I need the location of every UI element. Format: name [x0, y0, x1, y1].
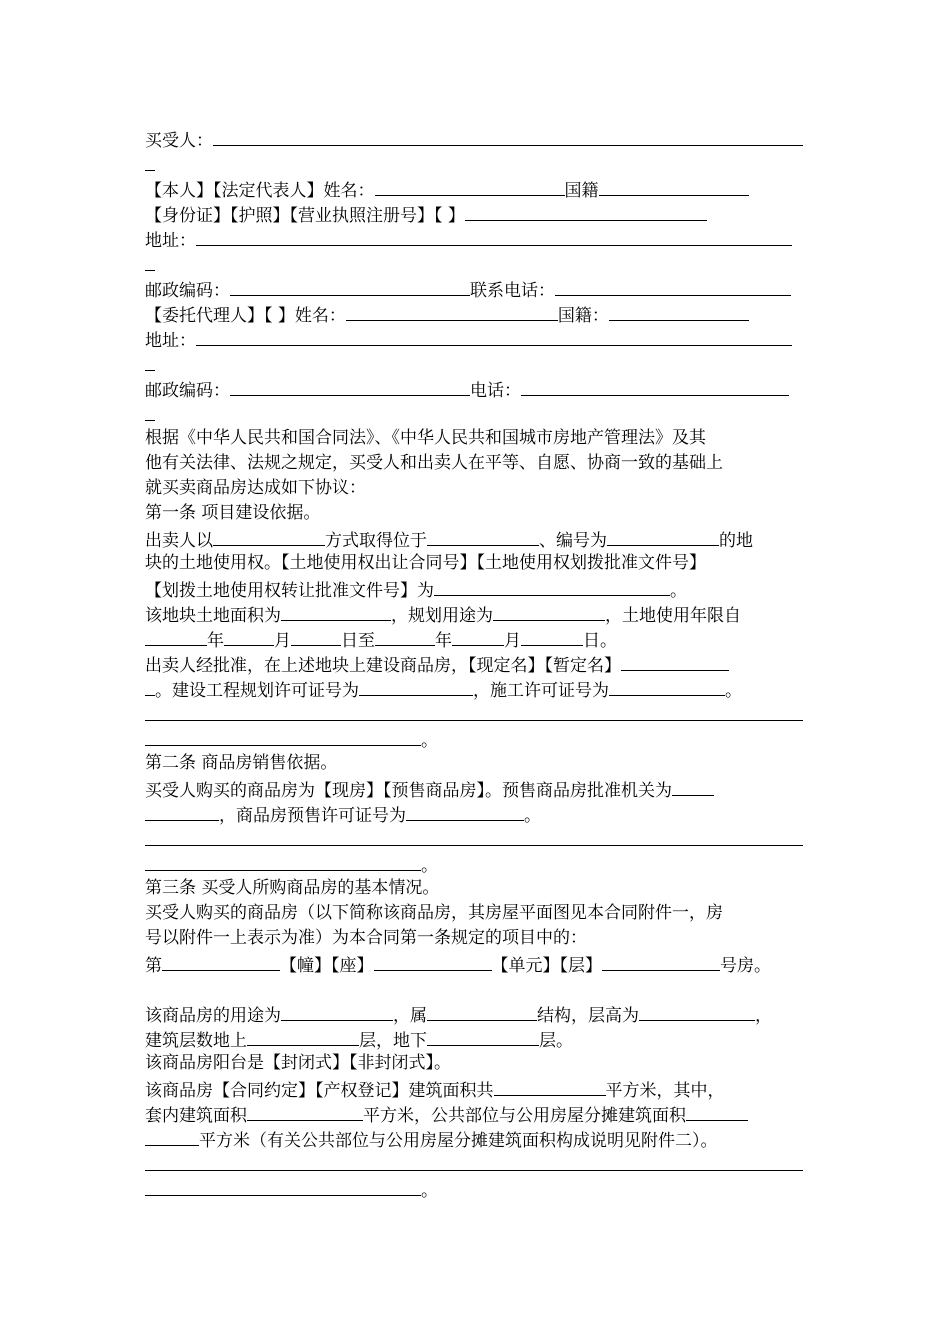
article-2-line-2: ，商品房预售许可证号为 。	[145, 801, 810, 825]
agent-line: 【委托代理人】【 】姓名： 国籍：	[145, 301, 810, 325]
agent-address-blank[interactable]	[196, 326, 792, 346]
buyer-blank[interactable]	[213, 126, 803, 146]
article-3-line-5: 建筑层数地上 层，地下 层。	[145, 1026, 810, 1050]
postcode-blank[interactable]	[230, 276, 470, 296]
article-3-line-2: 号以附件一上表示为准）为本合同第一条规定的项目中的：	[145, 928, 587, 948]
article-3-line-3: 第 【幢】【座】 【单元】【层】 号房。	[145, 951, 810, 975]
article-1-line-6: 出卖人经批准，在上述地块上建设商品房，【现定名】【暂定名】	[145, 651, 810, 675]
agent-name-blank[interactable]	[346, 301, 558, 321]
postcode-phone-line: 邮政编码： 联系电话：	[145, 276, 810, 300]
buyer-line-cont	[145, 151, 810, 175]
id-number-blank[interactable]	[465, 201, 707, 221]
agent-phone-blank[interactable]	[521, 376, 789, 396]
phone-blank[interactable]	[555, 276, 791, 296]
article-1-line-5: 年 月 日至 年 月 日。	[145, 626, 810, 650]
representative-line: 【本人】【法定代表人】姓名： 国籍	[145, 176, 810, 200]
nationality-blank[interactable]	[599, 176, 749, 196]
article-1-line-2: 块的土地使用权。【土地使用权出让合同号】【土地使用权划拨批准文件号】	[145, 553, 706, 573]
preamble-2: 他有关法律、法规之规定，买受人和出卖人在平等、自愿、协商一致的基础上	[145, 453, 723, 473]
article-3-line-8: 套内建筑面积 平方米，公共部位与公用房屋分摊建筑面积	[145, 1101, 810, 1125]
preamble-3: 就买卖商品房达成如下协议：	[145, 478, 366, 498]
article-1-line-3: 【划拨土地使用权转让批准文件号】为 。	[145, 576, 810, 600]
address-blank[interactable]	[196, 226, 792, 246]
preamble-1: 根据《中华人民共和国合同法》、《中华人民共和国城市房地产管理法》及其	[145, 428, 706, 448]
name-blank[interactable]	[375, 176, 565, 196]
article-3-line-1: 买受人购买的商品房（以下简称该商品房，其房屋平面图见本合同附件一，房	[145, 903, 723, 923]
article-1-line-4: 该地块土地面积为 ，规划用途为 ，土地使用年限自	[145, 601, 810, 625]
address-line: 地址：	[145, 226, 810, 250]
article-2-heading: 第二条 商品房销售依据。	[145, 753, 338, 773]
agent-nationality-blank[interactable]	[609, 301, 749, 321]
agent-postcode-phone-line: 邮政编码： 电话：	[145, 376, 810, 400]
article-1-line-7: 。建设工程规划许可证号为 ，施工许可证号为 。	[145, 676, 810, 700]
agent-address-line: 地址：	[145, 326, 810, 350]
article-3-line-4: 该商品房的用途为 ，属 结构，层高为 ，	[145, 1001, 810, 1025]
article-1-heading: 第一条 项目建设依据。	[145, 503, 321, 523]
article-3-line-6: 该商品房阳台是【封闭式】【非封闭式】。	[145, 1053, 451, 1073]
article-3-heading: 第三条 买受人所购商品房的基本情况。	[145, 878, 440, 898]
agent-postcode-blank[interactable]	[230, 376, 470, 396]
article-3-line-9: 平方米（有关公共部位与公用房屋分摊建筑面积构成说明见附件二）。	[145, 1126, 810, 1150]
article-3-line-7: 该商品房【合同约定】【产权登记】建筑面积共 平方米，其中，	[145, 1076, 810, 1100]
buyer-line: 买受人：	[145, 126, 810, 150]
id-type-line: 【身份证】【护照】【营业执照注册号】【 】	[145, 201, 810, 225]
contract-page: 买受人： 【本人】【法定代表人】姓名： 国籍 【身份证】【护照】【营业执照注册号】【 】 地址： 邮政编码： 联系电话： 【委托代理人】【 】姓名： 国籍： 地址： 邮政编码： 电话： 根据《中华人民共和国合同法》、《中华人民共和国城市房地产管理法》及其 他有关法律、法规之规定，买受人和出卖人在平等、自愿、协商一致的基础上 就买卖商品房达成如下协议： 第一条 项目建设依据。 出卖人以 方式取得位于 、编号为 的地 块的土地使用权。【土地使用权出让合同号】【土地使用权划拨批准文件号】 【划拨土地使用权转让批准文件号】为 。 该地块土地面积为 ，规划用途为 ，土地使用年限自 年 月 日至 年 月 日。 出卖人经批准，在上述地块上建设商品房，【现定名】【暂定名】 。建设工程规划许可证号为 ，施工许可证号为 。 。 第二条 商品房销售依据。 买受人购买的商品房为【现房】【预售商品房】。预售商品房批准机关为 ，商品房预售许可证号为 。 。 第三条 买受人所购商品房的基本情况。 买受人购买的商品房（以下简称该商品房，其房屋平面图见本合同附件一，房 号以附件一上表示为准）为本合同第一条规定的项目中的： 第 【幢】【座】 【单元】【层】 号房。 该商品房的用途为 ，属 结构，层高为 ， 建筑层数地上 层，地下 层。 该商品房阳台是【封闭式】【非封闭式】。 该商品房【合同约定】【产权登记】建筑面积共 平方米，其中， 套内建筑面积 平方米，公共部位与公用房屋分摊建筑面积 平方米（有关公共部位与公用房屋分摊建筑面积构成说明见附件二）。 。	[0, 0, 950, 1344]
article-1-line-1: 出卖人以 方式取得位于 、编号为 的地	[145, 526, 810, 550]
article-2-line-1: 买受人购买的商品房为【现房】【预售商品房】。预售商品房批准机关为	[145, 776, 810, 800]
